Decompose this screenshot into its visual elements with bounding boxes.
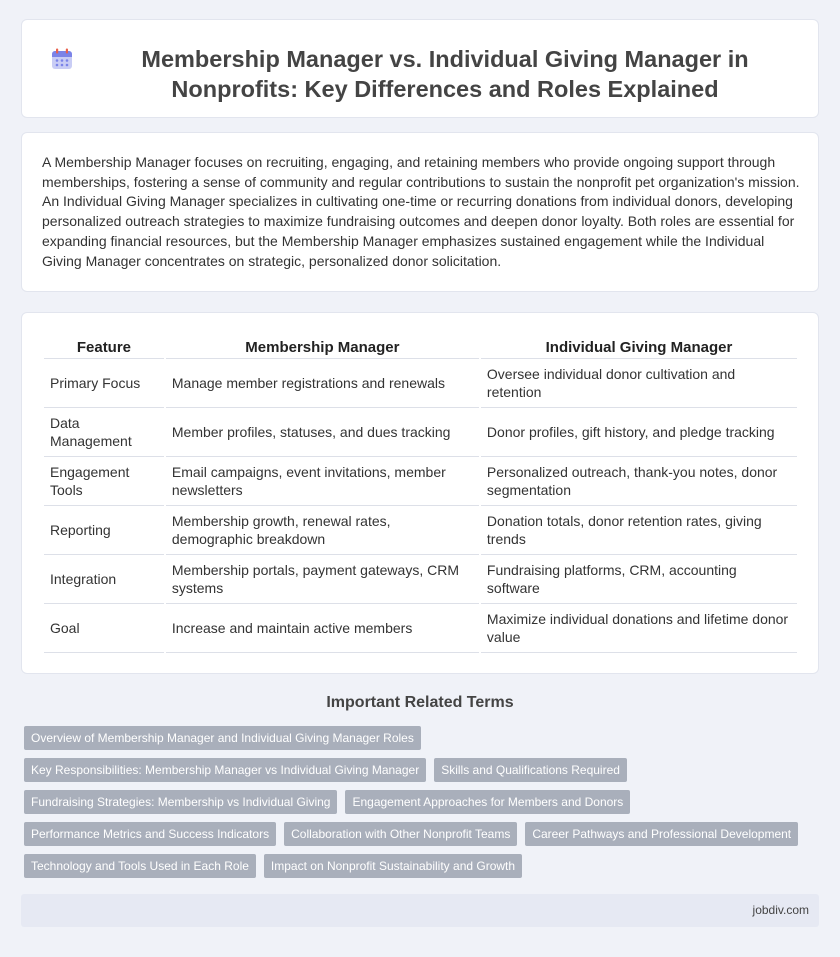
- related-term-tag[interactable]: Career Pathways and Professional Development: [525, 822, 798, 846]
- row-giving-value: Maximize individual donations and lifetime donor value: [481, 604, 797, 653]
- column-header-individual-giving-manager: Individual Giving Manager: [481, 333, 797, 359]
- related-term-tag[interactable]: Key Responsibilities: Membership Manager vs Individual Giving Manager: [24, 758, 426, 782]
- row-membership-value: Membership portals, payment gateways, CRM systems: [166, 555, 479, 604]
- calendar-icon: [50, 47, 74, 71]
- row-feature: Goal: [44, 604, 164, 653]
- row-giving-value: Donation totals, donor retention rates, giving trends: [481, 506, 797, 555]
- related-term-tag[interactable]: Overview of Membership Manager and Individual Giving Manager Roles: [24, 726, 421, 750]
- row-membership-value: Manage member registrations and renewals: [166, 359, 479, 408]
- table-row: [44, 506, 797, 555]
- table-row: [44, 604, 797, 653]
- related-term-tag[interactable]: Engagement Approaches for Members and Donors: [345, 790, 630, 814]
- table-row: [44, 457, 797, 506]
- table-row: [44, 359, 797, 408]
- row-feature: Data Management: [44, 408, 164, 457]
- footer-bar: [21, 894, 819, 927]
- row-membership-value: Membership growth, renewal rates, demographic breakdown: [166, 506, 479, 555]
- row-feature: Reporting: [44, 506, 164, 555]
- header-card: [21, 19, 819, 118]
- row-giving-value: Oversee individual donor cultivation and retention: [481, 359, 797, 408]
- comparison-table-card: [21, 312, 819, 674]
- comparison-table: [42, 333, 799, 653]
- row-feature: Primary Focus: [44, 359, 164, 408]
- page-title: Membership Manager vs. Individual Giving Manager in Nonprofits: Key Differences and Roles Explained: [141, 46, 749, 102]
- column-header-feature: Feature: [44, 333, 164, 359]
- column-header-membership-manager: Membership Manager: [166, 333, 479, 359]
- row-feature: Integration: [44, 555, 164, 604]
- related-term-tag[interactable]: Technology and Tools Used in Each Role: [24, 854, 256, 878]
- row-giving-value: Personalized outreach, thank-you notes, donor segmentation: [481, 457, 797, 506]
- row-membership-value: Email campaigns, event invitations, member newsletters: [166, 457, 479, 506]
- related-term-tag[interactable]: Impact on Nonprofit Sustainability and Growth: [264, 854, 522, 878]
- row-membership-value: Member profiles, statuses, and dues tracking: [166, 408, 479, 457]
- table-row: [44, 555, 797, 604]
- row-giving-value: Fundraising platforms, CRM, accounting software: [481, 555, 797, 604]
- table-row: [44, 408, 797, 457]
- row-feature: Engagement Tools: [44, 457, 164, 506]
- related-terms-title: Important Related Terms: [326, 694, 514, 711]
- intro-card: [21, 132, 819, 292]
- related-terms-list: [24, 726, 814, 878]
- table-header-row: [44, 333, 797, 359]
- row-membership-value: Increase and maintain active members: [166, 604, 479, 653]
- related-term-tag[interactable]: Fundraising Strategies: Membership vs Individual Giving: [24, 790, 337, 814]
- related-term-tag[interactable]: Skills and Qualifications Required: [434, 758, 627, 782]
- related-term-tag[interactable]: Performance Metrics and Success Indicators: [24, 822, 276, 846]
- row-giving-value: Donor profiles, gift history, and pledge tracking: [481, 408, 797, 457]
- footer-site-link[interactable]: jobdiv.com: [752, 903, 809, 917]
- related-term-tag[interactable]: Collaboration with Other Nonprofit Teams: [284, 822, 517, 846]
- intro-paragraph: A Membership Manager focuses on recruiting, engaging, and retaining members who provide ongoing support through memberships, fostering a sense of community and regular contributions to sustain the nonprofit pet organization's mission. An Individual Giving Manager specializes in cultivating one-time or recurring donations from individual donors, developing personalized outreach strategies to maximize fundraising outcomes and deepen donor loyalty. Both roles are essential for expanding financial resources, but the Membership Manager emphasizes sustained engagement while the Individual Giving Manager concentrates on strategic, personalized donor solicitation.: [42, 154, 800, 269]
